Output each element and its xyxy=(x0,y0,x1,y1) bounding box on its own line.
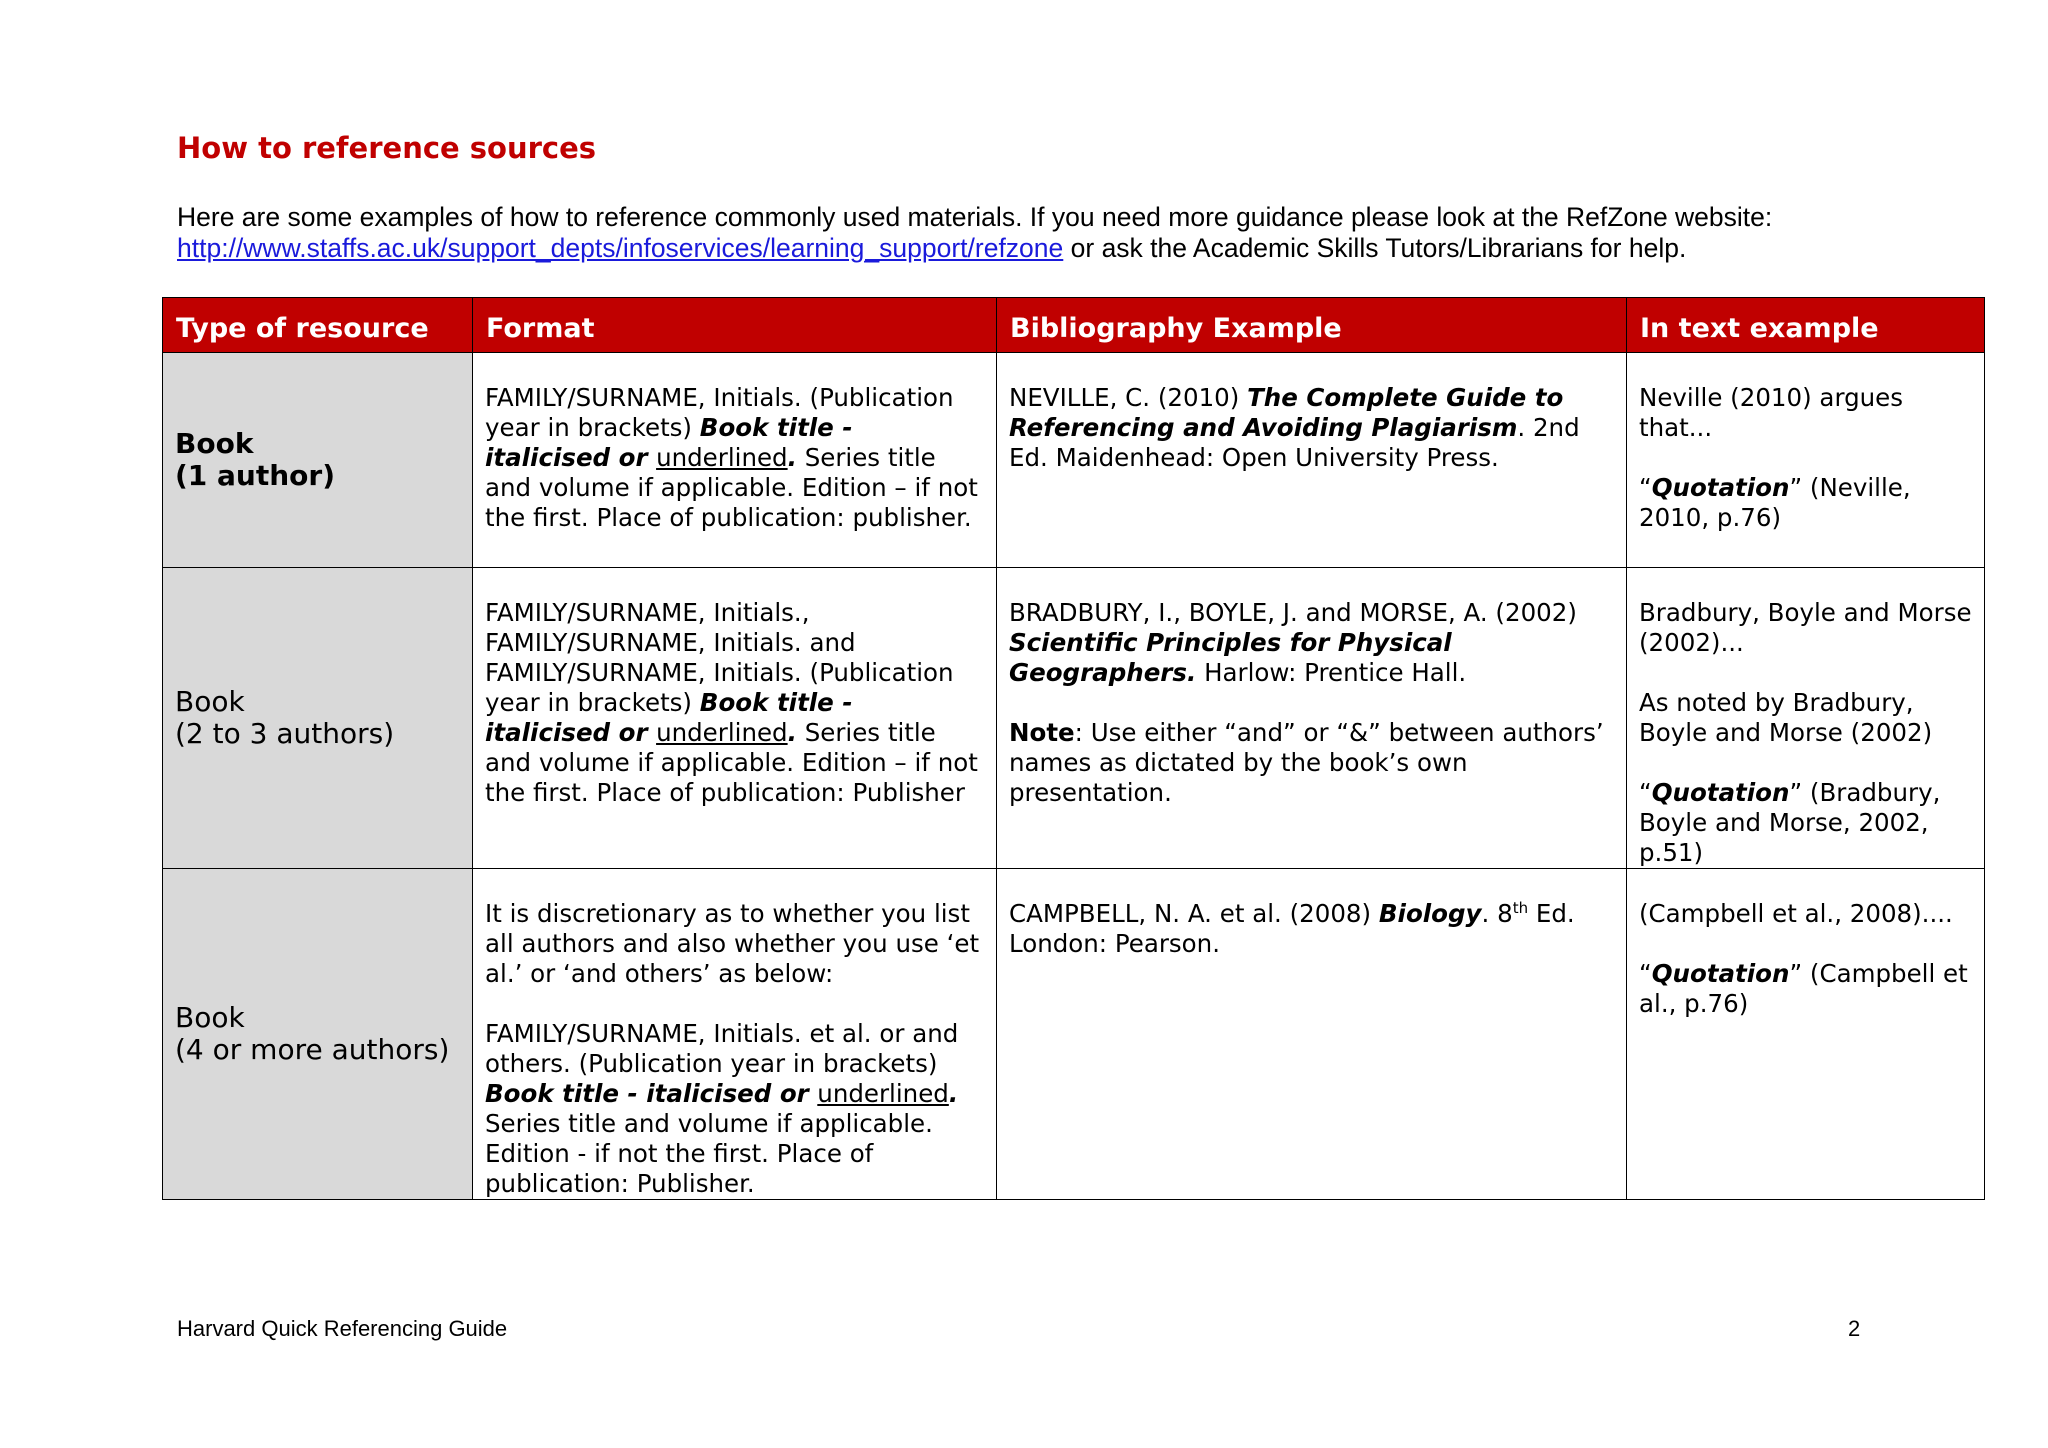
quote-citation: ” (Bradbury, Boyle and Morse, 2002, p.51) xyxy=(1639,778,1941,867)
format-period: . xyxy=(787,718,797,747)
bib-note xyxy=(1009,718,1614,808)
bib-title: Scientific Principles for Physical Geographers. xyxy=(1009,628,1452,687)
table-row xyxy=(163,568,1985,869)
bib-publisher: Harlow: Prentice Hall. xyxy=(1196,658,1467,687)
format-cell xyxy=(473,568,997,869)
quote-open: “ xyxy=(1639,778,1652,807)
bib-title: The Complete Guide to Referencing and Avoiding Plagiarism xyxy=(1009,383,1564,442)
in-text-line: Bradbury, Boyle and Morse (2002)... xyxy=(1639,598,1972,657)
resource-type-detail: (1 author) xyxy=(175,459,336,492)
quote-open: “ xyxy=(1639,959,1652,988)
resource-type-cell xyxy=(163,568,473,869)
refzone-link[interactable]: http://www.staffs.ac.uk/support_depts/infoservices/learning_support/refzone xyxy=(177,233,1064,263)
quote-open: “ xyxy=(1639,473,1652,502)
bib-publisher: Ed. London: Pearson. xyxy=(1009,899,1575,958)
resource-type-label: Book xyxy=(175,685,245,718)
resource-type-cell xyxy=(163,353,473,568)
in-text-cell xyxy=(1627,869,1985,1200)
format-text-rest: Series title and volume if applicable. Edition – if not the first. Place of publication: Publisher xyxy=(485,718,978,807)
format-title-hint: Book title - italicised or xyxy=(485,1079,818,1108)
resource-type-cell xyxy=(163,869,473,1200)
intro-text-end: or ask the Academic Skills Tutors/Librarians for help. xyxy=(1063,233,1687,263)
format-text-rest: Series title and volume if applicable. Edition – if not the first. Place of publication: publisher. xyxy=(485,443,978,532)
resource-type-detail: (4 or more authors) xyxy=(175,1033,450,1066)
footer-title: Harvard Quick Referencing Guide xyxy=(177,1316,508,1341)
bibliography-cell xyxy=(997,353,1627,568)
format-intro: It is discretionary as to whether you list all authors and also whether you use ‘et al.’ or ‘and others’ as below: xyxy=(485,899,980,988)
format-text: FAMILY/SURNAME, Initials. et al. or and others. (Publication year in brackets) xyxy=(485,1019,959,1078)
format-cell xyxy=(473,869,997,1200)
resource-type-label: Book xyxy=(175,427,254,460)
note-text: : Use either “and” or “&” between authors’ names as dictated by the book’s own presentation. xyxy=(1009,718,1604,807)
format-text: FAMILY/SURNAME, Initials. (Publication year in brackets) xyxy=(485,383,954,442)
bibliography-cell xyxy=(997,869,1627,1200)
table-row xyxy=(163,353,1985,568)
in-text-line: Neville (2010) argues that... xyxy=(1639,383,1904,442)
format-underlined-word: underlined xyxy=(656,443,788,472)
quote-word: Quotation xyxy=(1651,473,1790,502)
table-header-row xyxy=(163,298,1985,353)
bib-author: CAMPBELL, N. A. et al. (2008) xyxy=(1009,899,1379,928)
bib-edition: . 8 xyxy=(1481,899,1513,928)
in-text-line: (Campbell et al., 2008).... xyxy=(1639,899,1953,928)
in-text-quotation xyxy=(1639,959,1972,1019)
quote-citation: ” (Campbell et al., p.76) xyxy=(1639,959,1968,1018)
in-text-cell xyxy=(1627,568,1985,869)
reference-table xyxy=(162,297,1985,1200)
in-text-cell xyxy=(1627,353,1985,568)
page-number: 2 xyxy=(1848,1316,1861,1341)
header-format: Format xyxy=(473,298,997,353)
format-text: FAMILY/SURNAME, Initials., FAMILY/SURNAME, Initials. and FAMILY/SURNAME, Initials. (Publication year in brackets) xyxy=(485,598,954,717)
format-underlined-word: underlined xyxy=(656,718,788,747)
resource-type-detail: (2 to 3 authors) xyxy=(175,717,395,750)
resource-type-label: Book xyxy=(175,1001,245,1034)
bib-author: BRADBURY, I., BOYLE, J. and MORSE, A. (2002) xyxy=(1009,598,1577,627)
header-type-of-resource: Type of resource xyxy=(163,298,473,353)
format-period: . xyxy=(948,1079,959,1108)
format-title-hint: Book title - italicised or xyxy=(485,688,853,747)
format-underlined-word: underlined xyxy=(817,1079,949,1108)
bib-edition-suffix: th xyxy=(1512,898,1529,917)
table-row xyxy=(163,869,1985,1200)
bib-author: NEVILLE, C. (2010) xyxy=(1009,383,1248,412)
note-label: Note xyxy=(1009,718,1075,747)
intro-paragraph xyxy=(177,202,1877,264)
format-title-hint: Book title - italicised or xyxy=(485,413,853,472)
quote-citation: ” (Neville, 2010, p.76) xyxy=(1639,473,1911,532)
intro-text: Here are some examples of how to reference commonly used materials. If you need more guidance please look at the RefZone website: xyxy=(177,202,1773,232)
quote-word: Quotation xyxy=(1651,959,1790,988)
header-in-text-example: In text example xyxy=(1627,298,1985,353)
in-text-quotation xyxy=(1639,473,1972,533)
bib-title: Biology xyxy=(1378,899,1482,928)
in-text-line: As noted by Bradbury, Boyle and Morse (2002) xyxy=(1639,688,1933,747)
bibliography-cell xyxy=(997,568,1627,869)
page-title: How to reference sources xyxy=(177,131,597,165)
in-text-quotation xyxy=(1639,778,1972,868)
bib-publisher: . 2nd Ed. Maidenhead: Open University Press. xyxy=(1009,413,1580,472)
format-cell xyxy=(473,353,997,568)
format-period: . xyxy=(787,443,797,472)
header-bibliography-example: Bibliography Example xyxy=(997,298,1627,353)
quote-word: Quotation xyxy=(1651,778,1790,807)
format-text-rest: Series title and volume if applicable. Edition - if not the first. Place of publication: Publisher. xyxy=(485,1109,933,1198)
